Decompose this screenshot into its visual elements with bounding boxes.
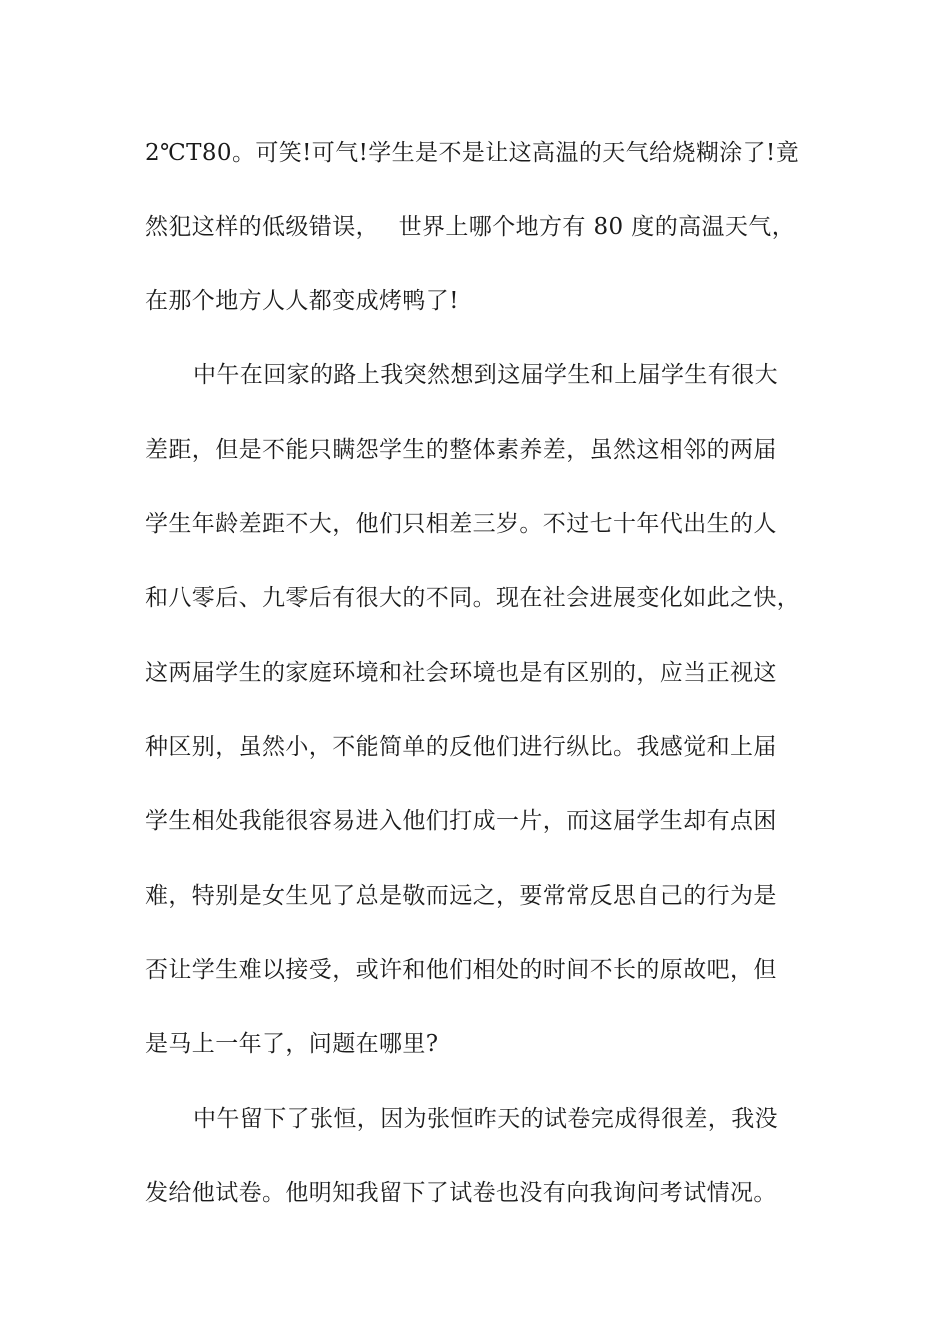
text-line: 这两届学生的家庭环境和社会环境也是有区别的，应当正视这 — [145, 660, 777, 686]
text-line: 2℃T80。可笑!可气!学生是不是让这高温的天气给烧糊涂了!竟 — [145, 140, 800, 166]
text-line: 是马上一年了，问题在哪里? — [145, 1031, 439, 1057]
text-line: 否让学生难以接受，或许和他们相处的时间不长的原故吧，但 — [145, 957, 777, 983]
text-line: 然犯这样的低级错误， 世界上哪个地方有 80 度的高温天气， — [145, 214, 796, 240]
paragraph-first-line: 中午在回家的路上我突然想到这届学生和上届学生有很大 — [193, 362, 778, 388]
text-line: 难，特别是女生见了总是敬而远之，要常常反思自己的行为是 — [145, 883, 777, 909]
text-line: 学生相处我能很容易进入他们打成一片，而这届学生却有点困 — [145, 808, 777, 834]
text-line: 和八零后、九零后有很大的不同。现在社会进展变化如此之快， — [145, 585, 801, 611]
text-line: 种区别，虽然小，不能简单的反他们进行纵比。我感觉和上届 — [145, 734, 777, 760]
text-line: 差距，但是不能只瞒怨学生的整体素养差，虽然这相邻的两届 — [145, 437, 777, 463]
text-line: 在那个地方人人都变成烤鸭了! — [145, 288, 459, 314]
text-line: 发给他试卷。他明知我留下了试卷也没有向我询问考试情况。 — [145, 1180, 777, 1206]
text-line: 学生年龄差距不大，他们只相差三岁。不过七十年代出生的人 — [145, 511, 777, 537]
paragraph-first-line: 中午留下了张恒，因为张恒昨天的试卷完成得很差，我没 — [193, 1106, 778, 1132]
